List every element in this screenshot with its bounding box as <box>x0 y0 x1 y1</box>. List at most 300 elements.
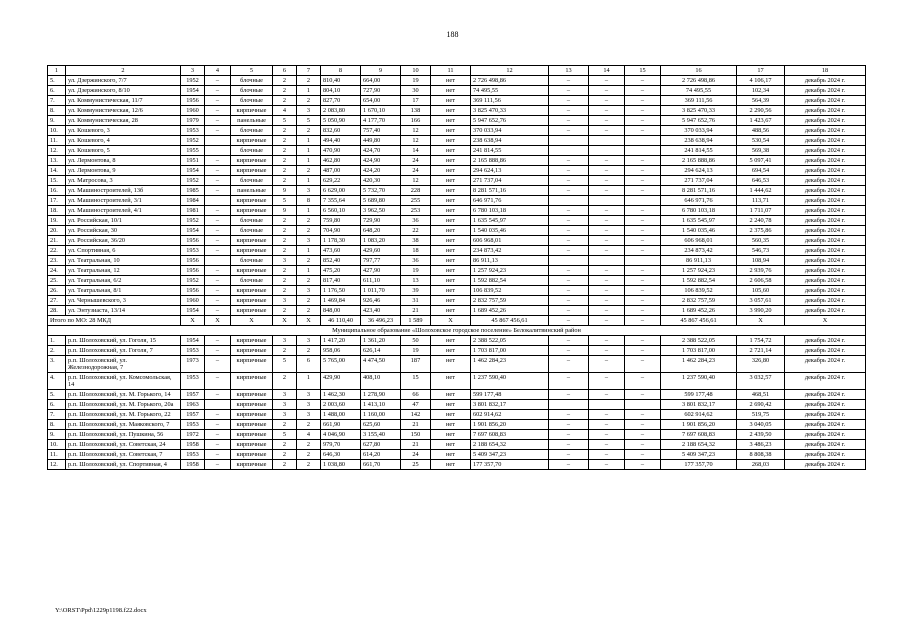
cell-col-10: 36 <box>401 256 431 266</box>
table-row <box>48 166 866 176</box>
cell-col-13: – <box>549 106 589 116</box>
cell-col-5: кирпичные <box>231 166 273 176</box>
cell-col-11: нет <box>431 146 471 156</box>
cell-col-11: нет <box>431 440 471 450</box>
cell-col-7: 2 <box>297 346 321 356</box>
cell-col-5: кирпичные <box>231 460 273 470</box>
cell-col-4: – <box>205 306 231 316</box>
cell-col-13: – <box>549 266 589 276</box>
cell-col-5: кирпичные <box>231 246 273 256</box>
cell-col-17: 2 606,58 <box>737 276 785 286</box>
cell-col-3: 1953 <box>181 246 205 256</box>
cell-col-16: 370 033,94 <box>661 126 737 136</box>
cell-col-18: декабрь 2024 г. <box>785 256 866 266</box>
cell-col-4: – <box>205 96 231 106</box>
table-row <box>48 236 866 246</box>
cell-col-8: 852,40 <box>321 256 361 266</box>
cell-col-4: – <box>205 440 231 450</box>
total-cell-6: X <box>273 316 297 326</box>
cell-col-1: 11. <box>48 450 66 460</box>
cell-col-17: 108,94 <box>737 256 785 266</box>
cell-col-3: 1953 <box>181 126 205 136</box>
cell-col-5: блочные <box>231 86 273 96</box>
cell-col-17: 694,54 <box>737 166 785 176</box>
cell-col-15: – <box>625 246 661 256</box>
cell-col-11: нет <box>431 266 471 276</box>
cell-col-6: 2 <box>273 96 297 106</box>
cell-col-2: р.п. Шолоховский, ул. Советская, 7 <box>66 450 181 460</box>
cell-col-12: 5 947 652,76 <box>471 116 549 126</box>
cell-col-9: 1 083,20 <box>361 236 401 246</box>
cell-col-18: декабрь 2024 г. <box>785 226 866 236</box>
cell-col-7: 3 <box>297 286 321 296</box>
cell-col-1: 12. <box>48 460 66 470</box>
total-cell-10: 1 589 <box>401 316 431 326</box>
table-row <box>48 390 866 400</box>
cell-col-4: – <box>205 346 231 356</box>
header-cell-9: 9 <box>361 66 401 76</box>
cell-col-6: 3 <box>273 336 297 346</box>
cell-col-10: 187 <box>401 356 431 373</box>
total-cell-3: X <box>181 316 205 326</box>
cell-col-5: кирпичные <box>231 266 273 276</box>
cell-col-17: 5 097,41 <box>737 156 785 166</box>
cell-col-1: 13. <box>48 156 66 166</box>
cell-col-3: 1957 <box>181 410 205 420</box>
cell-col-12: 271 737,04 <box>471 176 549 186</box>
cell-col-2: р.п. Шолоховский, ул. Советская, 24 <box>66 440 181 450</box>
cell-col-10: 255 <box>401 196 431 206</box>
cell-col-11: нет <box>431 296 471 306</box>
cell-col-3: 1954 <box>181 86 205 96</box>
cell-col-17: 2 375,86 <box>737 226 785 236</box>
cell-col-4: – <box>205 206 231 216</box>
cell-col-15: – <box>625 346 661 356</box>
cell-col-6: 2 <box>273 246 297 256</box>
cell-col-14: – <box>589 216 625 226</box>
cell-col-17: 546,73 <box>737 246 785 256</box>
cell-col-2: ул. Театральная, 8/1 <box>66 286 181 296</box>
cell-col-2: р.п. Шолоховский, ул. Железнодорожная, 7 <box>66 356 181 373</box>
cell-col-10: 12 <box>401 126 431 136</box>
table-row <box>48 106 866 116</box>
cell-col-8: 470,90 <box>321 146 361 156</box>
cell-col-7: 6 <box>297 356 321 373</box>
cell-col-6: 2 <box>273 126 297 136</box>
cell-col-3: 1954 <box>181 336 205 346</box>
cell-col-17: 569,38 <box>737 146 785 156</box>
cell-col-6: 3 <box>273 256 297 266</box>
table-row <box>48 266 866 276</box>
cell-col-14: – <box>589 96 625 106</box>
cell-col-2: р.п. Шолоховский, ул. Гоголя, 15 <box>66 336 181 346</box>
cell-col-13: – <box>549 276 589 286</box>
cell-col-4: – <box>205 460 231 470</box>
cell-col-10: 30 <box>401 86 431 96</box>
cell-col-4 <box>205 136 231 146</box>
cell-col-11: нет <box>431 336 471 346</box>
cell-col-18: декабрь 2024 г. <box>785 246 866 256</box>
cell-col-13: – <box>549 236 589 246</box>
cell-col-5: кирпичные <box>231 156 273 166</box>
cell-col-12: 1 540 035,46 <box>471 226 549 236</box>
cell-col-15: – <box>625 266 661 276</box>
cell-col-11: нет <box>431 116 471 126</box>
header-cell-1: 1 <box>48 66 66 76</box>
cell-col-18: декабрь 2024 г. <box>785 400 866 410</box>
cell-col-10: 17 <box>401 96 431 106</box>
cell-col-17: 488,56 <box>737 126 785 136</box>
cell-col-15: – <box>625 186 661 196</box>
cell-col-16: 2 832 757,59 <box>661 296 737 306</box>
table-row <box>48 116 866 126</box>
total-cell-16: 45 867 456,61 <box>661 316 737 326</box>
cell-col-2: ул. Машиностроителей, 3/1 <box>66 196 181 206</box>
cell-col-8: 1 176,50 <box>321 286 361 296</box>
cell-col-15 <box>625 196 661 206</box>
cell-col-11: нет <box>431 196 471 206</box>
table-row <box>48 460 866 470</box>
table-row <box>48 346 866 356</box>
cell-col-11: нет <box>431 156 471 166</box>
cell-col-18: декабрь 2024 г. <box>785 410 866 420</box>
cell-col-1: 3. <box>48 356 66 373</box>
total-cell-12: 45 867 456,61 <box>471 316 549 326</box>
cell-col-18: декабрь 2024 г. <box>785 156 866 166</box>
cell-col-2: ул. Чернышевского, 3 <box>66 296 181 306</box>
cell-col-9: 626,14 <box>361 346 401 356</box>
cell-col-13: – <box>549 440 589 450</box>
cell-col-16: 3 825 470,33 <box>661 106 737 116</box>
cell-col-16: 2 188 654,32 <box>661 440 737 450</box>
cell-col-13: – <box>549 286 589 296</box>
cell-col-6: 2 <box>273 276 297 286</box>
table-row <box>48 96 866 106</box>
cell-col-3: 1953 <box>181 373 205 390</box>
cell-col-14: – <box>589 226 625 236</box>
cell-col-13 <box>549 400 589 410</box>
cell-col-2: ул. Матросова, 3 <box>66 176 181 186</box>
cell-col-15: – <box>625 430 661 440</box>
cell-col-14: – <box>589 276 625 286</box>
cell-col-14 <box>589 400 625 410</box>
cell-col-2: ул. Дзержинского, 8/10 <box>66 86 181 96</box>
cell-col-4: – <box>205 296 231 306</box>
cell-col-3: 1955 <box>181 146 205 156</box>
cell-col-10: 36 <box>401 216 431 226</box>
total-cell-5: X <box>231 316 273 326</box>
cell-col-3: 1956 <box>181 256 205 266</box>
cell-col-15: – <box>625 286 661 296</box>
cell-col-18: декабрь 2024 г. <box>785 336 866 346</box>
cell-col-12: 241 814,55 <box>471 146 549 156</box>
cell-col-1: 12. <box>48 146 66 156</box>
header-cell-10: 10 <box>401 66 431 76</box>
cell-col-17: 113,71 <box>737 196 785 206</box>
cell-col-14: – <box>589 296 625 306</box>
cell-col-5: кирпичные <box>231 430 273 440</box>
cell-col-15: – <box>625 216 661 226</box>
cell-col-9: 729,90 <box>361 216 401 226</box>
cell-col-7: 3 <box>297 336 321 346</box>
cell-col-18: декабрь 2024 г. <box>785 106 866 116</box>
cell-col-16: 1 257 924,23 <box>661 266 737 276</box>
header-cell-16: 16 <box>661 66 737 76</box>
cell-col-13: – <box>549 206 589 216</box>
cell-col-9: 648,20 <box>361 226 401 236</box>
section-title: Муниципальное образование «Шолоховское городское поселение» Белокалитвинский район <box>48 326 866 336</box>
table-row <box>48 226 866 236</box>
cell-col-9: 1 011,70 <box>361 286 401 296</box>
cell-col-13: – <box>549 410 589 420</box>
cell-col-15: – <box>625 450 661 460</box>
cell-col-13: – <box>549 186 589 196</box>
header-row <box>48 66 866 76</box>
cell-col-15: – <box>625 276 661 286</box>
cell-col-6: 2 <box>273 226 297 236</box>
cell-col-1: 26. <box>48 286 66 296</box>
table-row <box>48 156 866 166</box>
cell-col-15 <box>625 146 661 156</box>
cell-col-6: 2 <box>273 166 297 176</box>
total-cell-14: – <box>589 316 625 326</box>
cell-col-10: 14 <box>401 146 431 156</box>
table-row <box>48 430 866 440</box>
cell-col-7: 4 <box>297 430 321 440</box>
cell-col-12: 369 111,56 <box>471 96 549 106</box>
cell-col-10: 19 <box>401 76 431 86</box>
cell-col-5: кирпичные <box>231 373 273 390</box>
cell-col-17: 530,54 <box>737 136 785 146</box>
cell-col-10: 15 <box>401 373 431 390</box>
cell-col-17: 3 057,61 <box>737 296 785 306</box>
cell-col-10: 21 <box>401 306 431 316</box>
cell-col-12: 177 357,70 <box>471 460 549 470</box>
table-row <box>48 76 866 86</box>
cell-col-14: – <box>589 156 625 166</box>
cell-col-16: 606 968,01 <box>661 236 737 246</box>
cell-col-5: кирпичные <box>231 306 273 316</box>
cell-col-6: 2 <box>273 286 297 296</box>
cell-col-4: – <box>205 420 231 430</box>
table-row <box>48 373 866 390</box>
cell-col-14: – <box>589 166 625 176</box>
table-row <box>48 296 866 306</box>
table-row <box>48 440 866 450</box>
cell-col-15: – <box>625 440 661 450</box>
cell-col-14: – <box>589 306 625 316</box>
cell-col-5: блочные <box>231 76 273 86</box>
cell-col-4: – <box>205 76 231 86</box>
cell-col-1: 22. <box>48 246 66 256</box>
total-cell-7: X <box>297 316 321 326</box>
cell-col-18: декабрь 2024 г. <box>785 266 866 276</box>
cell-col-18: декабрь 2024 г. <box>785 196 866 206</box>
cell-col-16: 234 873,42 <box>661 246 737 256</box>
cell-col-4: – <box>205 186 231 196</box>
cell-col-8: 810,40 <box>321 76 361 86</box>
cell-col-4: – <box>205 126 231 136</box>
cell-col-2: ул. Лермонтова, 9 <box>66 166 181 176</box>
cell-col-5: блочные <box>231 146 273 156</box>
cell-col-4: – <box>205 450 231 460</box>
cell-col-8: 646,30 <box>321 450 361 460</box>
cell-col-8: 817,40 <box>321 276 361 286</box>
cell-col-3: 1953 <box>181 420 205 430</box>
cell-col-15: – <box>625 126 661 136</box>
cell-col-11: нет <box>431 216 471 226</box>
cell-col-10: 24 <box>401 156 431 166</box>
cell-col-5: кирпичные <box>231 356 273 373</box>
cell-col-2: р.п. Шолоховский, ул. Комсомольская, 14 <box>66 373 181 390</box>
cell-col-9: 1 160,00 <box>361 410 401 420</box>
cell-col-14: – <box>589 390 625 400</box>
cell-col-1: 15. <box>48 176 66 186</box>
cell-col-10: 166 <box>401 116 431 126</box>
cell-col-17: 2 721,14 <box>737 346 785 356</box>
cell-col-9: 3 962,50 <box>361 206 401 216</box>
cell-col-10: 150 <box>401 430 431 440</box>
cell-col-2: ул. Лермонтова, 8 <box>66 156 181 166</box>
cell-col-5: кирпичные <box>231 336 273 346</box>
cell-col-10: 142 <box>401 410 431 420</box>
cell-col-8: 979,70 <box>321 440 361 450</box>
cell-col-5: кирпичные <box>231 286 273 296</box>
cell-col-11: нет <box>431 206 471 216</box>
cell-col-1: 10. <box>48 440 66 450</box>
cell-col-17: 3 990,20 <box>737 306 785 316</box>
cell-col-9: 5 732,70 <box>361 186 401 196</box>
cell-col-2: ул. Коммунистическая, 11/7 <box>66 96 181 106</box>
table-row <box>48 256 866 266</box>
cell-col-7: 8 <box>297 196 321 206</box>
cell-col-5: блочные <box>231 226 273 236</box>
cell-col-6: 3 <box>273 400 297 410</box>
cell-col-3: 1956 <box>181 236 205 246</box>
cell-col-13: – <box>549 356 589 373</box>
cell-col-14: – <box>589 440 625 450</box>
header-cell-12: 12 <box>471 66 549 76</box>
cell-col-17: 564,39 <box>737 96 785 106</box>
cell-col-1: 11. <box>48 136 66 146</box>
cell-col-6: 2 <box>273 266 297 276</box>
cell-col-17: 102,34 <box>737 86 785 96</box>
header-cell-15: 15 <box>625 66 661 76</box>
cell-col-7: 1 <box>297 246 321 256</box>
cell-col-15: – <box>625 373 661 390</box>
cell-col-10: 39 <box>401 286 431 296</box>
cell-col-6: 2 <box>273 136 297 146</box>
cell-col-17: 2 240,78 <box>737 216 785 226</box>
cell-col-13 <box>549 256 589 266</box>
cell-col-17: 3 032,57 <box>737 373 785 390</box>
cell-col-13: – <box>549 176 589 186</box>
cell-col-3: 1984 <box>181 196 205 206</box>
cell-col-2: ул. Дзержинского, 7/7 <box>66 76 181 86</box>
cell-col-3: 1952 <box>181 216 205 226</box>
cell-col-16: 602 914,62 <box>661 410 737 420</box>
cell-col-10: 253 <box>401 206 431 216</box>
cell-col-15: – <box>625 420 661 430</box>
cell-col-12: 74 495,55 <box>471 86 549 96</box>
header-cell-3: 3 <box>181 66 205 76</box>
cell-col-4: – <box>205 373 231 390</box>
cell-col-14: – <box>589 336 625 346</box>
cell-col-15: – <box>625 296 661 306</box>
cell-col-5: кирпичные <box>231 420 273 430</box>
cell-col-18: декабрь 2024 г. <box>785 450 866 460</box>
cell-col-9: 611,10 <box>361 276 401 286</box>
cell-col-3: 1956 <box>181 286 205 296</box>
cell-col-4: – <box>205 356 231 373</box>
cell-col-5: кирпичные <box>231 296 273 306</box>
cell-col-7: 1 <box>297 86 321 96</box>
cell-col-1: 6. <box>48 86 66 96</box>
cell-col-13: – <box>549 373 589 390</box>
cell-col-9: 797,77 <box>361 256 401 266</box>
cell-col-5: блочные <box>231 216 273 226</box>
table-row <box>48 216 866 226</box>
cell-col-15 <box>625 256 661 266</box>
cell-col-12: 606 968,01 <box>471 236 549 246</box>
cell-col-5: блочные <box>231 96 273 106</box>
cell-col-18: декабрь 2024 г. <box>785 356 866 373</box>
cell-col-12: 1 689 452,26 <box>471 306 549 316</box>
cell-col-9: 4 177,70 <box>361 116 401 126</box>
cell-col-1: 14. <box>48 166 66 176</box>
cell-col-17: 1 754,72 <box>737 336 785 346</box>
cell-col-18: декабрь 2024 г. <box>785 420 866 430</box>
cell-col-4: – <box>205 156 231 166</box>
cell-col-6: 5 <box>273 430 297 440</box>
cell-col-10: 21 <box>401 420 431 430</box>
cell-col-1: 20. <box>48 226 66 236</box>
cell-col-16: 5 409 347,23 <box>661 450 737 460</box>
cell-col-2: ул. Кошевого, 3 <box>66 126 181 136</box>
cell-col-2: ул. Коммунистическая, 28 <box>66 116 181 126</box>
cell-col-9: 424,20 <box>361 166 401 176</box>
cell-col-1: 21. <box>48 236 66 246</box>
cell-col-17: 3 040,05 <box>737 420 785 430</box>
cell-col-15: – <box>625 76 661 86</box>
cell-col-14: – <box>589 116 625 126</box>
cell-col-13: – <box>549 226 589 236</box>
cell-col-12: 5 409 347,23 <box>471 450 549 460</box>
cell-col-10: 138 <box>401 106 431 116</box>
table-row <box>48 146 866 156</box>
cell-col-15: – <box>625 176 661 186</box>
cell-col-14: – <box>589 246 625 256</box>
cell-col-15: – <box>625 166 661 176</box>
cell-col-2: ул. Кошевого, 5 <box>66 146 181 156</box>
cell-col-1: 1. <box>48 336 66 346</box>
cell-col-17: 1 423,67 <box>737 116 785 126</box>
cell-col-12: 602 914,62 <box>471 410 549 420</box>
cell-col-11: нет <box>431 126 471 136</box>
table-row <box>48 356 866 373</box>
table-row <box>48 276 866 286</box>
cell-col-11: нет <box>431 450 471 460</box>
table-row <box>48 410 866 420</box>
cell-col-3: 1951 <box>181 156 205 166</box>
cell-col-13 <box>549 146 589 156</box>
cell-col-5: блочные <box>231 176 273 186</box>
cell-col-8: 661,90 <box>321 420 361 430</box>
cell-col-9: 664,00 <box>361 76 401 86</box>
cell-col-12: 2 726 498,86 <box>471 76 549 86</box>
cell-col-9: 757,40 <box>361 126 401 136</box>
cell-col-17: 1 444,62 <box>737 186 785 196</box>
